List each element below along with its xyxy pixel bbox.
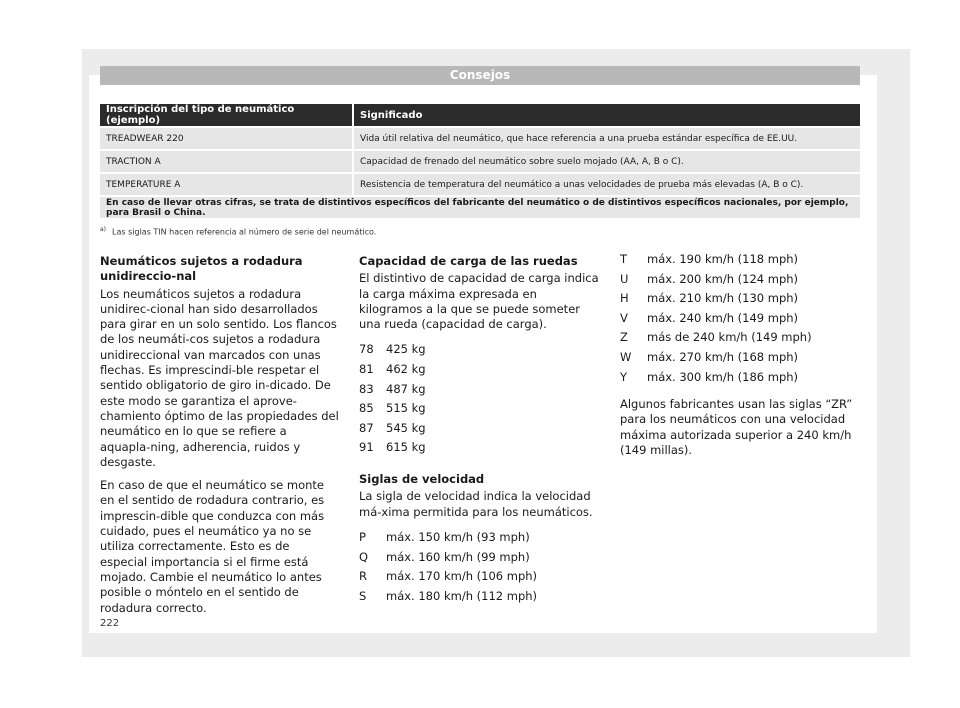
speed-value: más de 240 km/h (149 mph) [647, 330, 812, 345]
load-value: 615 kg [386, 440, 426, 455]
speed-list [620, 250, 860, 387]
list-item [359, 438, 599, 458]
list-item [359, 548, 599, 568]
speed-value: máx. 190 km/h (118 mph) [647, 252, 799, 266]
list-item [620, 250, 860, 270]
table-row [100, 128, 860, 149]
table-row [100, 197, 860, 218]
load-list [359, 340, 599, 458]
table-cell: Resistencia de temperatura del neumático a unas velocidades de prueba más elevadas (A, B o C). [354, 174, 860, 195]
speed-symbol: Z [620, 330, 628, 345]
speed-value: máx. 270 km/h (168 mph) [647, 349, 799, 364]
section-title: Consejos [100, 66, 860, 85]
load-index: 91 [359, 440, 374, 455]
list-item [620, 368, 860, 388]
paragraph: Los neumáticos sujetos a rodadura unidirec-cional han sido desarrollados para girar en un solo sentido. Los flancos de los neumáti-cos sujetos a rodadura unidireccional van marcados con unas flechas. Es imprescindi-ble respetar el sentido obligatorio de giro in-dicado. De este modo se garantiza el aprove-chamiento óptimo de las propiedades del neumático en lo que se refiere a aquapla-ning, adherencia, ruidos y desgaste. [100, 286, 339, 469]
list-item [620, 270, 860, 290]
heading-load-capacity: Capacidad de carga de las ruedas [359, 254, 578, 268]
list-item [359, 419, 599, 439]
list-item [359, 567, 599, 587]
list-item [620, 289, 860, 309]
load-value: 487 kg [386, 381, 426, 396]
paragraph-zr-note: Algunos fabricantes usan las siglas “ZR” para los neumáticos con una velocidad máxima autorizada superior a 240 km/h (149 millas). [620, 397, 853, 458]
list-item [620, 328, 860, 348]
table-cell: TREADWEAR 220 [100, 128, 354, 149]
paragraph: En caso de que el neumático se monte en el sentido de rodadura contrario, es imprescin-dible que conduzca con más cuidado, pues el neumático ya no se utiliza correctamente. Esto es de especial importancia si el firme está mojado. Cambie el neumático lo antes posible o móntelo en el sentido de rodadura correcto. [100, 478, 325, 615]
table-header-row [100, 104, 860, 126]
speed-value: máx. 200 km/h (124 mph) [647, 271, 799, 286]
speed-symbol: Y [620, 369, 628, 384]
paragraph: El distintivo de capacidad de carga indica la carga máxima expresada en kilogramos a la que se puede someter una rueda (capacidad de carga). [359, 271, 599, 332]
load-index: 83 [359, 381, 374, 396]
table-row [100, 174, 860, 195]
load-index: 85 [359, 401, 374, 416]
footnote-text: Las siglas TIN hacen referencia al número de serie del neumático. [112, 227, 377, 237]
speed-value: máx. 240 km/h (149 mph) [647, 310, 799, 325]
speed-symbol: S [359, 588, 367, 603]
speed-value: máx. 170 km/h (106 mph) [386, 569, 538, 584]
table-cell: TRACTION A [100, 151, 354, 172]
table-cell: Vida útil relativa del neumático, que hace referencia a una prueba estándar específica de EE.UU. [354, 128, 860, 149]
table-note-cell: En caso de llevar otras cifras, se trata de distintivos específicos del fabricante del neumático o de distintivos específicos nacionales, por ejemplo, para Brasil o China. [100, 197, 860, 218]
list-item [620, 309, 860, 329]
speed-value: máx. 150 km/h (93 mph) [386, 529, 530, 544]
list-item [359, 587, 599, 607]
heading-unidirectional: Neumáticos sujetos a rodadura unidireccio-nal [100, 254, 303, 284]
speed-symbol: T [620, 252, 628, 266]
footnote [100, 226, 376, 237]
footnote-mark: a) [100, 226, 107, 233]
table-cell: Capacidad de frenado del neumático sobre suelo mojado (AA, A, B o C). [354, 151, 860, 172]
speed-symbol: Q [359, 549, 369, 564]
list-item [359, 399, 599, 419]
list-item [620, 348, 860, 368]
speed-list [359, 528, 599, 606]
heading-speed-symbols: Siglas de velocidad [359, 472, 485, 487]
speed-symbol: H [620, 291, 629, 306]
load-index: 81 [359, 362, 374, 377]
table-header-cell: Significado [354, 104, 860, 126]
speed-value: máx. 160 km/h (99 mph) [386, 549, 530, 564]
list-item [359, 528, 599, 548]
speed-symbol: R [359, 569, 367, 584]
table-row [100, 151, 860, 172]
list-item [359, 380, 599, 400]
speed-symbol: W [620, 349, 632, 364]
speed-symbol: V [620, 310, 628, 325]
column-2 [359, 254, 599, 606]
load-index: 87 [359, 420, 374, 435]
column-3 [620, 250, 860, 466]
list-item [359, 340, 599, 360]
list-item [359, 360, 599, 380]
load-value: 515 kg [386, 401, 426, 416]
table-cell: TEMPERATURE A [100, 174, 354, 195]
load-value: 545 kg [386, 420, 426, 435]
speed-symbol: U [620, 271, 629, 286]
load-value: 462 kg [386, 362, 426, 377]
speed-value: máx. 300 km/h (186 mph) [647, 369, 799, 384]
paragraph: La sigla de velocidad indica la velocidad má-xima permitida para los neumáticos. [359, 489, 593, 519]
page-number: 222 [100, 618, 120, 629]
tire-marking-table [100, 102, 860, 220]
load-value: 425 kg [386, 342, 426, 357]
table-header-cell: Inscripción del tipo de neumático (ejemplo) [100, 104, 354, 126]
speed-value: máx. 180 km/h (112 mph) [386, 588, 538, 603]
speed-symbol: P [359, 529, 366, 544]
speed-value: máx. 210 km/h (130 mph) [647, 291, 799, 306]
column-1 [100, 254, 340, 624]
load-index: 78 [359, 342, 374, 357]
